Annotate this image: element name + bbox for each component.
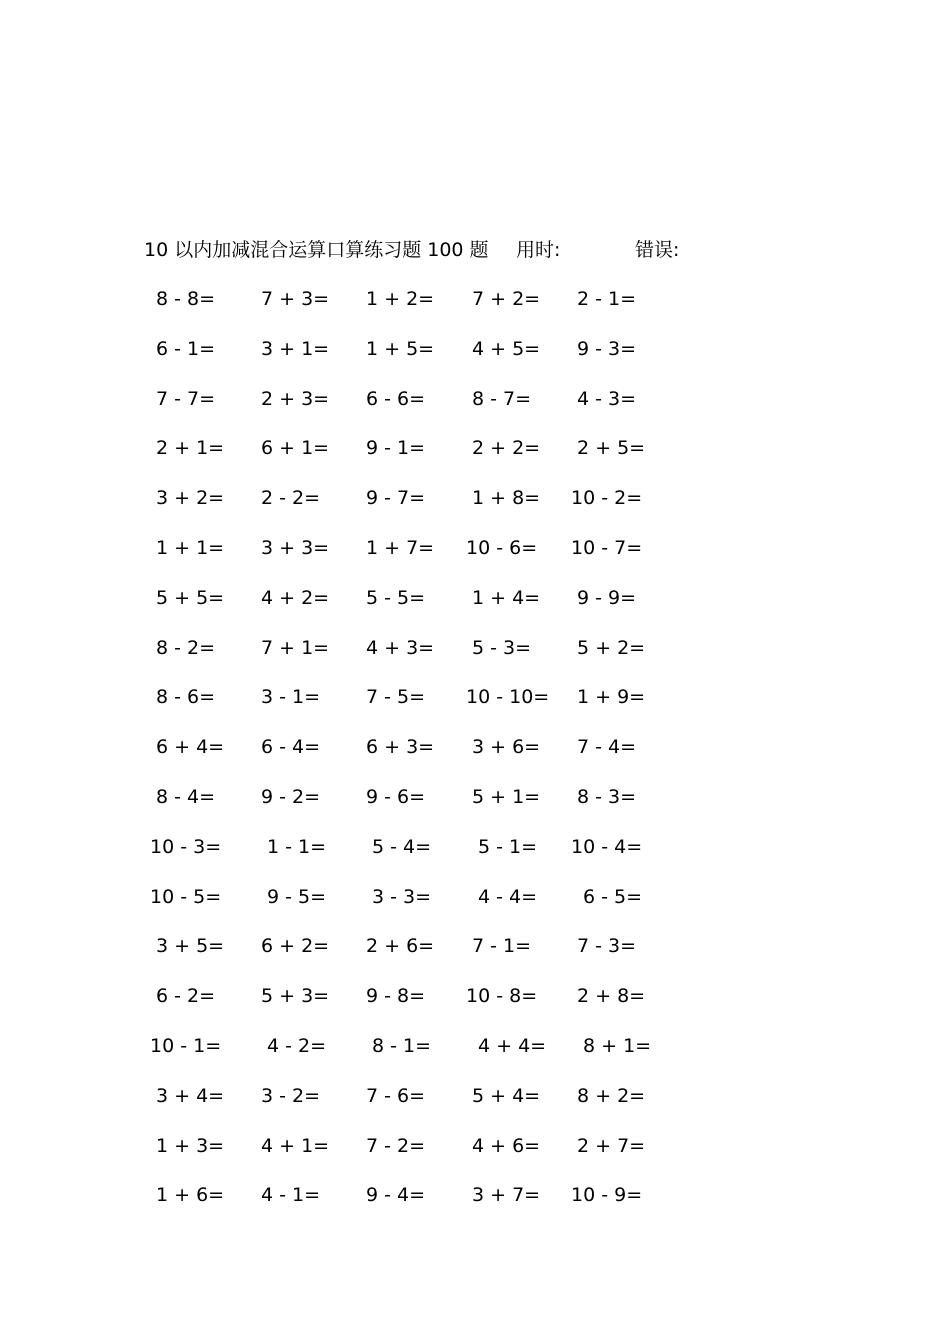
problem-cell: 5 + 1= <box>472 785 541 808</box>
problem-cell: 10 - 9= <box>571 1184 643 1207</box>
problem-cell: 8 + 1= <box>583 1034 652 1057</box>
problem-cell: 7 - 1= <box>472 935 532 958</box>
problem-cell: 7 - 4= <box>577 736 637 759</box>
problem-cell: 6 - 5= <box>583 885 643 908</box>
problem-cell: 10 - 10= <box>466 686 550 709</box>
problem-cell: 7 + 2= <box>472 288 541 310</box>
problem-cell: 8 - 8= <box>156 288 216 310</box>
problem-cell: 1 + 8= <box>472 487 541 510</box>
problem-cell: 8 - 3= <box>577 785 637 808</box>
problem-cell: 2 + 7= <box>577 1134 646 1157</box>
problem-row <box>0 533 950 583</box>
problem-cell: 6 + 1= <box>261 437 330 460</box>
problem-cell: 8 + 2= <box>577 1084 646 1107</box>
problem-row <box>0 1180 950 1230</box>
problem-cell: 5 + 3= <box>261 985 330 1008</box>
worksheet-header <box>144 236 744 264</box>
problem-cell: 8 - 2= <box>156 636 216 659</box>
problem-cell: 8 - 6= <box>156 686 216 709</box>
problem-cell: 10 - 7= <box>571 536 643 559</box>
problem-cell: 4 + 2= <box>261 586 330 609</box>
problem-cell: 7 + 1= <box>261 636 330 659</box>
problem-cell: 6 - 1= <box>156 337 216 360</box>
problem-cell: 4 - 3= <box>577 387 637 410</box>
problem-cell: 1 + 2= <box>366 288 435 310</box>
problem-cell: 1 - 1= <box>267 835 327 858</box>
page-title: 10 以内加减混合运算口算练习题 100 题 <box>144 239 489 261</box>
problem-cell: 2 + 1= <box>156 437 225 460</box>
problem-row <box>0 483 950 533</box>
problem-cell: 6 + 3= <box>366 736 435 759</box>
problem-cell: 3 + 5= <box>156 935 225 958</box>
problem-cell: 8 - 4= <box>156 785 216 808</box>
problem-row <box>0 882 950 932</box>
problem-cell: 4 - 2= <box>267 1034 327 1057</box>
problem-cell: 3 - 1= <box>261 686 321 709</box>
problem-cell: 10 - 4= <box>571 835 643 858</box>
problem-cell: 1 + 4= <box>472 586 541 609</box>
problem-cell: 9 - 6= <box>366 785 426 808</box>
problem-row <box>0 1081 950 1131</box>
problem-cell: 6 + 4= <box>156 736 225 759</box>
problem-row <box>0 682 950 732</box>
problem-cell: 4 - 4= <box>478 885 538 908</box>
problem-cell: 10 - 5= <box>150 885 222 908</box>
errors-label: 错误: <box>635 239 680 261</box>
problem-cell: 9 - 5= <box>267 885 327 908</box>
problem-cell: 4 + 1= <box>261 1134 330 1157</box>
time-used-label: 用时: <box>516 239 561 261</box>
problem-row <box>0 1131 950 1181</box>
problem-cell: 3 + 2= <box>156 487 225 510</box>
problem-cell: 1 + 6= <box>156 1184 225 1207</box>
problem-cell: 10 - 3= <box>150 835 222 858</box>
problem-cell: 9 - 7= <box>366 487 426 510</box>
problem-cell: 6 - 4= <box>261 736 321 759</box>
problem-cell: 9 - 2= <box>261 785 321 808</box>
problem-cell: 3 + 1= <box>261 337 330 360</box>
problem-cell: 7 - 2= <box>366 1134 426 1157</box>
problem-cell: 2 - 2= <box>261 487 321 510</box>
problem-cell: 4 + 3= <box>366 636 435 659</box>
problem-cell: 4 + 4= <box>478 1034 547 1057</box>
problem-cell: 4 + 5= <box>472 337 541 360</box>
problem-cell: 3 - 3= <box>372 885 432 908</box>
problem-row <box>0 583 950 633</box>
problem-cell: 7 + 3= <box>261 288 330 310</box>
problem-cell: 2 + 5= <box>577 437 646 460</box>
problem-cell: 9 - 1= <box>366 437 426 460</box>
problem-row <box>0 284 950 334</box>
problem-cell: 2 - 1= <box>577 288 637 310</box>
problem-cell: 5 + 2= <box>577 636 646 659</box>
problem-cell: 3 + 3= <box>261 536 330 559</box>
problem-cell: 5 - 5= <box>366 586 426 609</box>
problem-cell: 7 - 6= <box>366 1084 426 1107</box>
problem-row <box>0 633 950 683</box>
problem-cell: 1 + 5= <box>366 337 435 360</box>
problem-row <box>0 1031 950 1081</box>
problem-cell: 7 - 7= <box>156 387 216 410</box>
problem-cell: 5 - 3= <box>472 636 532 659</box>
problem-cell: 1 + 7= <box>366 536 435 559</box>
problem-cell: 2 + 6= <box>366 935 435 958</box>
problem-cell: 9 - 8= <box>366 985 426 1008</box>
problem-cell: 4 + 6= <box>472 1134 541 1157</box>
problem-row <box>0 732 950 782</box>
problem-cell: 6 + 2= <box>261 935 330 958</box>
problem-cell: 1 + 1= <box>156 536 225 559</box>
problem-cell: 3 + 7= <box>472 1184 541 1207</box>
problem-cell: 8 - 1= <box>372 1034 432 1057</box>
problem-cell: 4 - 1= <box>261 1184 321 1207</box>
problem-cell: 1 + 9= <box>577 686 646 709</box>
problem-cell: 2 + 3= <box>261 387 330 410</box>
problem-cell: 7 - 5= <box>366 686 426 709</box>
problem-row <box>0 433 950 483</box>
problem-cell: 10 - 2= <box>571 487 643 510</box>
problem-cell: 2 + 2= <box>472 437 541 460</box>
problem-grid <box>0 284 950 1230</box>
problem-cell: 9 - 9= <box>577 586 637 609</box>
problem-cell: 9 - 4= <box>366 1184 426 1207</box>
problem-cell: 9 - 3= <box>577 337 637 360</box>
problem-row <box>0 782 950 832</box>
problem-row <box>0 384 950 434</box>
problem-cell: 5 - 1= <box>478 835 538 858</box>
problem-cell: 6 - 6= <box>366 387 426 410</box>
problem-row <box>0 334 950 384</box>
problem-cell: 5 + 4= <box>472 1084 541 1107</box>
problem-cell: 10 - 8= <box>466 985 538 1008</box>
problem-cell: 8 - 7= <box>472 387 532 410</box>
problem-cell: 10 - 6= <box>466 536 538 559</box>
problem-cell: 1 + 3= <box>156 1134 225 1157</box>
problem-cell: 5 - 4= <box>372 835 432 858</box>
problem-cell: 6 - 2= <box>156 985 216 1008</box>
problem-row <box>0 981 950 1031</box>
problem-cell: 3 + 6= <box>472 736 541 759</box>
problem-cell: 2 + 8= <box>577 985 646 1008</box>
problem-cell: 7 - 3= <box>577 935 637 958</box>
problem-row <box>0 931 950 981</box>
problem-cell: 3 - 2= <box>261 1084 321 1107</box>
problem-cell: 10 - 1= <box>150 1034 222 1057</box>
problem-row <box>0 832 950 882</box>
problem-cell: 3 + 4= <box>156 1084 225 1107</box>
problem-cell: 5 + 5= <box>156 586 225 609</box>
